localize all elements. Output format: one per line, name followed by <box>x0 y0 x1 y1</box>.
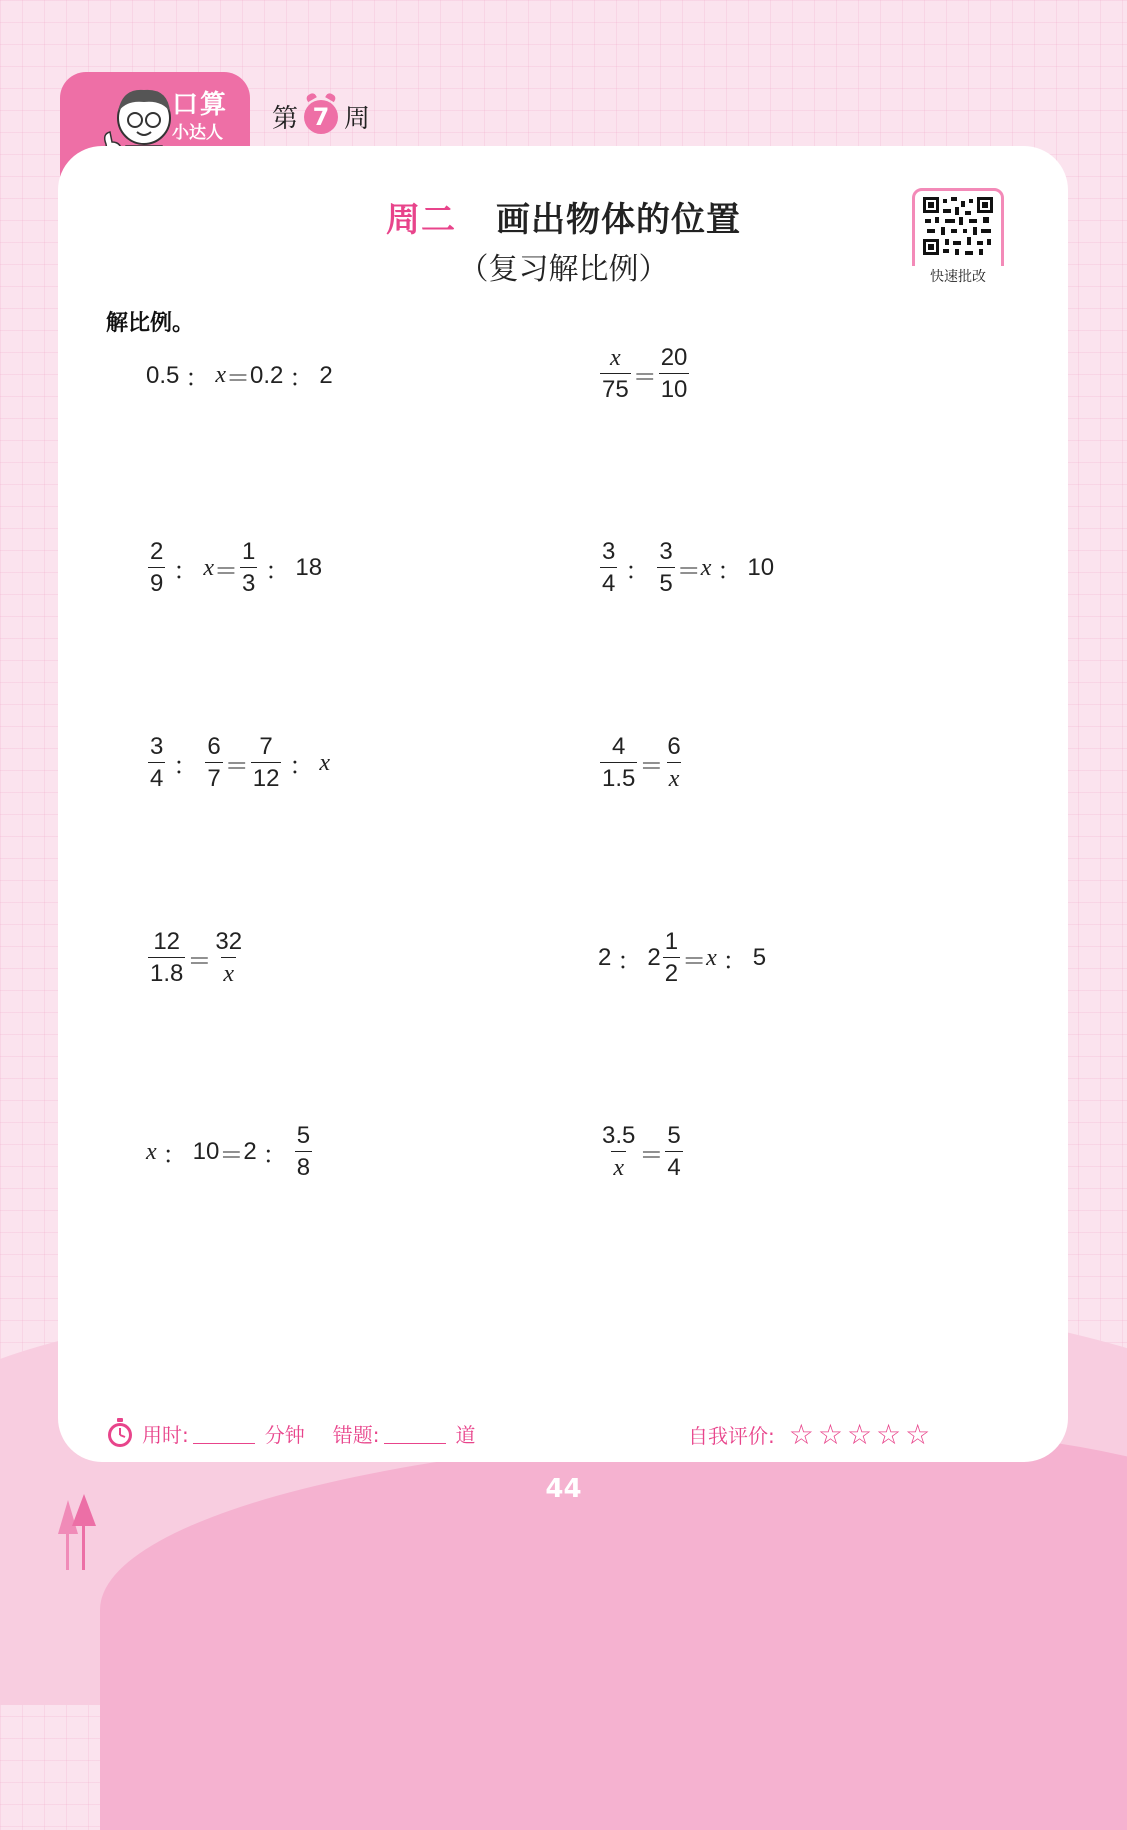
footer-time <box>106 1418 476 1448</box>
badge-subtitle: 小达人 <box>172 123 223 143</box>
time-label: 用时: <box>142 1422 189 1447</box>
eq8-equals: ＝ <box>682 947 707 975</box>
eq10-denominator-2: 4 <box>665 1151 682 1180</box>
eq4-numerator-1: 3 <box>602 538 616 565</box>
eq10-fraction-left <box>600 1124 637 1180</box>
eq2-fraction-right <box>659 346 690 402</box>
eq7-fraction-right <box>213 930 244 986</box>
eq3-denominator-1: 9 <box>148 567 165 596</box>
eq4-fraction-1 <box>600 540 617 596</box>
eq3-variable: x <box>203 554 215 581</box>
eq7-numerator-1: 12 <box>153 928 181 955</box>
eq5-variable: x <box>319 749 331 776</box>
eq9-colon-1: ： <box>162 1141 187 1169</box>
eq4-colon-2: ： <box>717 557 742 585</box>
eq8-denominator: 2 <box>663 957 680 986</box>
qr-code[interactable] <box>912 188 1004 278</box>
eq10-denominator-1: x <box>611 1151 626 1180</box>
eq7-numerator-2: 32 <box>215 928 243 955</box>
eq8-whole: 2 <box>647 944 661 971</box>
eq8-mixed-fraction <box>663 930 680 986</box>
error-unit: 道 <box>455 1422 476 1447</box>
worksheet-card <box>58 146 1068 1462</box>
eq5-numerator-1: 3 <box>150 733 164 760</box>
eq7-equals: ＝ <box>187 947 212 975</box>
eq9-fraction <box>295 1124 312 1180</box>
eq6-equals: ＝ <box>639 752 664 780</box>
eq3-denominator-2: 3 <box>240 567 257 596</box>
equation-7 <box>146 930 246 986</box>
eq9-numerator: 5 <box>296 1122 311 1149</box>
week-suffix: 周 <box>344 104 371 134</box>
eq6-denominator-2: x <box>667 762 682 791</box>
week-prefix: 第 <box>272 104 299 134</box>
eq5-colon-2: ： <box>289 752 314 780</box>
rating-stars[interactable]: ☆☆☆☆☆ <box>788 1418 935 1451</box>
eq9-denominator: 8 <box>295 1151 312 1180</box>
eq7-fraction-left <box>148 930 185 986</box>
equation-2 <box>598 346 691 402</box>
eq5-numerator-3: 7 <box>259 733 273 760</box>
eq4-numerator-2: 3 <box>659 538 673 565</box>
eq10-fraction-right <box>665 1124 682 1180</box>
eq4-fraction-2 <box>657 540 674 596</box>
stopwatch-icon <box>106 1418 134 1448</box>
equation-3 <box>146 540 322 596</box>
equation-6 <box>598 735 685 791</box>
eq3-equals: ＝ <box>214 557 239 585</box>
page-subtitle: （复习解比例） <box>458 252 669 287</box>
instruction: 解比例。 <box>106 311 195 336</box>
eq10-equals: ＝ <box>639 1141 664 1169</box>
eq2-numerator-2: 20 <box>660 344 688 371</box>
eq10-numerator-2: 5 <box>667 1122 681 1149</box>
page-number: 44 <box>545 1474 582 1504</box>
eq3-fraction-2 <box>240 540 257 596</box>
eq3-term: 18 <box>295 554 323 581</box>
eq6-fraction-right <box>665 735 682 791</box>
eq10-numerator-1: 3.5 <box>602 1122 636 1149</box>
eq5-colon-1: ： <box>173 752 198 780</box>
eq9-colon-2: ： <box>262 1141 287 1169</box>
eq1-colon-1: ： <box>185 365 210 392</box>
eq2-equals: ＝ <box>632 363 657 391</box>
eq5-fraction-3 <box>251 735 282 791</box>
eq3-numerator-2: 1 <box>242 538 256 565</box>
equation-4 <box>598 540 774 596</box>
footer-rating <box>688 1418 934 1451</box>
eq9-equals: ＝ <box>219 1141 244 1169</box>
eq8-numerator: 1 <box>664 928 679 955</box>
eq4-denominator-2: 5 <box>657 567 674 596</box>
eq6-fraction-left <box>600 735 637 791</box>
eq9-term-b: 2 <box>243 1138 257 1165</box>
eq3-colon-1: ： <box>173 557 198 585</box>
eq1-colon-2: ： <box>289 365 314 392</box>
eq3-fraction-1 <box>148 540 165 596</box>
eq4-colon-1: ： <box>625 557 650 585</box>
title-topic: 画出物体的位置 <box>496 200 741 240</box>
tree-decoration-icon <box>54 1494 98 1570</box>
eq1-equals: ＝ <box>226 365 251 392</box>
eq7-denominator-2: x <box>221 957 236 986</box>
eq5-equals: ＝ <box>224 752 249 780</box>
eq3-numerator-1: 2 <box>150 538 164 565</box>
eq6-numerator-1: 4 <box>612 733 626 760</box>
eq4-denominator-1: 4 <box>600 567 617 596</box>
eq3-colon-2: ： <box>265 557 290 585</box>
eq5-denominator-3: 12 <box>251 762 282 791</box>
eq8-colon-1: ： <box>617 947 642 975</box>
eq1-term-b: 0.2 <box>250 361 284 389</box>
error-input-line[interactable] <box>384 1423 446 1444</box>
eq4-term: 10 <box>747 554 775 581</box>
equation-10 <box>598 1124 685 1180</box>
eq5-denominator-1: 4 <box>148 762 165 791</box>
time-unit: 分钟 <box>264 1422 305 1447</box>
eq5-numerator-2: 6 <box>207 733 221 760</box>
rating-label: 自我评价: <box>688 1424 775 1448</box>
eq5-fraction-1 <box>148 735 165 791</box>
eq6-numerator-2: 6 <box>667 733 681 760</box>
eq1-term-a: 0.5 <box>146 361 180 389</box>
eq9-term-a: 10 <box>192 1138 220 1165</box>
eq8-colon-2: ： <box>722 947 747 975</box>
equation-8 <box>598 930 766 986</box>
eq2-numerator-1: x <box>610 345 621 371</box>
equation-1 <box>146 358 333 393</box>
week-number: 7 <box>304 100 338 134</box>
eq9-variable: x <box>146 1138 157 1165</box>
eq5-denominator-2: 7 <box>205 762 222 791</box>
eq4-equals: ＝ <box>676 557 701 585</box>
eq1-term-d: 2 <box>319 361 333 389</box>
eq2-denominator-2: 10 <box>659 373 690 402</box>
eq5-fraction-2 <box>205 735 222 791</box>
title-day: 周二 <box>386 200 456 240</box>
eq4-variable: x <box>700 554 712 581</box>
qr-label: 快速批改 <box>912 266 1004 286</box>
week-label <box>272 98 370 135</box>
error-label: 错题: <box>332 1422 380 1447</box>
eq7-denominator-1: 1.8 <box>148 957 185 986</box>
eq2-fraction-left <box>600 346 631 402</box>
eq8-term: 5 <box>752 944 767 971</box>
eq1-variable: x <box>215 362 227 388</box>
eq6-denominator-1: 1.5 <box>600 762 637 791</box>
eq8-term-a: 2 <box>598 944 612 971</box>
eq2-denominator-1: 75 <box>600 373 631 402</box>
qr-code-icon <box>923 197 993 255</box>
time-input-line[interactable] <box>193 1423 255 1444</box>
equation-5 <box>146 735 330 791</box>
eq8-variable: x <box>706 944 717 971</box>
badge-title: 口算 <box>172 90 229 120</box>
equation-9 <box>146 1124 314 1180</box>
